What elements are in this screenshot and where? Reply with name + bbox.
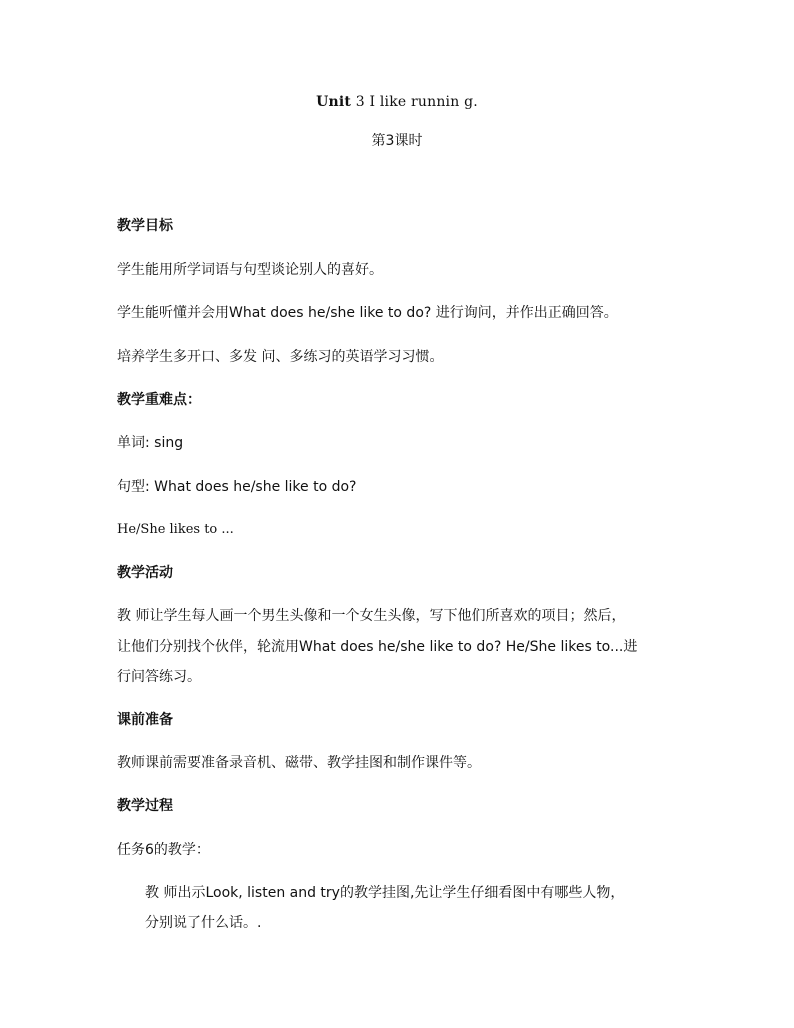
document-title bbox=[0, 94, 794, 110]
activity-heading: 教学活动 bbox=[117, 565, 173, 581]
pattern-line: 句型: What does he/she like to do? bbox=[117, 479, 357, 495]
prep-text: 教师课前需要准备录音机、磁带、教学挂图和制作课件等。 bbox=[117, 755, 481, 771]
pattern-answer: He/She likes to ... bbox=[117, 522, 234, 537]
title-rest: 3 I like runnin g. bbox=[355, 94, 478, 110]
word-line: 单词: sing bbox=[117, 435, 184, 451]
process-heading: 教学过程 bbox=[117, 798, 173, 814]
goal-3: 培养学生多开口、多发 问、多练习的英语学习习惯。 bbox=[117, 349, 444, 365]
key-heading: 教学重难点： bbox=[117, 392, 201, 408]
prep-heading: 课前准备 bbox=[117, 712, 173, 728]
task-line: 任务6的教学： bbox=[117, 842, 210, 858]
activity-line-3: 行问答练习。 bbox=[117, 669, 201, 685]
activity-line-1: 教 师让学生每人画一个男生头像和一个女生头像，写下他们所喜欢的项目；然后， bbox=[117, 608, 626, 624]
document-subtitle: 第3课时 bbox=[371, 133, 423, 149]
goal-2: 学生能听懂并会用What does he/she like to do? 进行询问，并作出正确回答。 bbox=[117, 305, 618, 321]
goal-1: 学生能用所学词语与句型谈论别人的喜好。 bbox=[117, 262, 383, 278]
title-bold: Unit bbox=[316, 94, 352, 110]
goals-heading: 教学目标 bbox=[117, 218, 173, 234]
activity-line-2: 让他们分别找个伙伴，轮流用What does he/she like to do? He/She likes to...进 bbox=[117, 639, 638, 655]
task-detail-2: 分别说了什么话。. bbox=[145, 915, 262, 931]
task-detail-1: 教 师出示Look, listen and try的教学挂图,先让学生仔细看图中有哪些人物， bbox=[145, 885, 625, 901]
